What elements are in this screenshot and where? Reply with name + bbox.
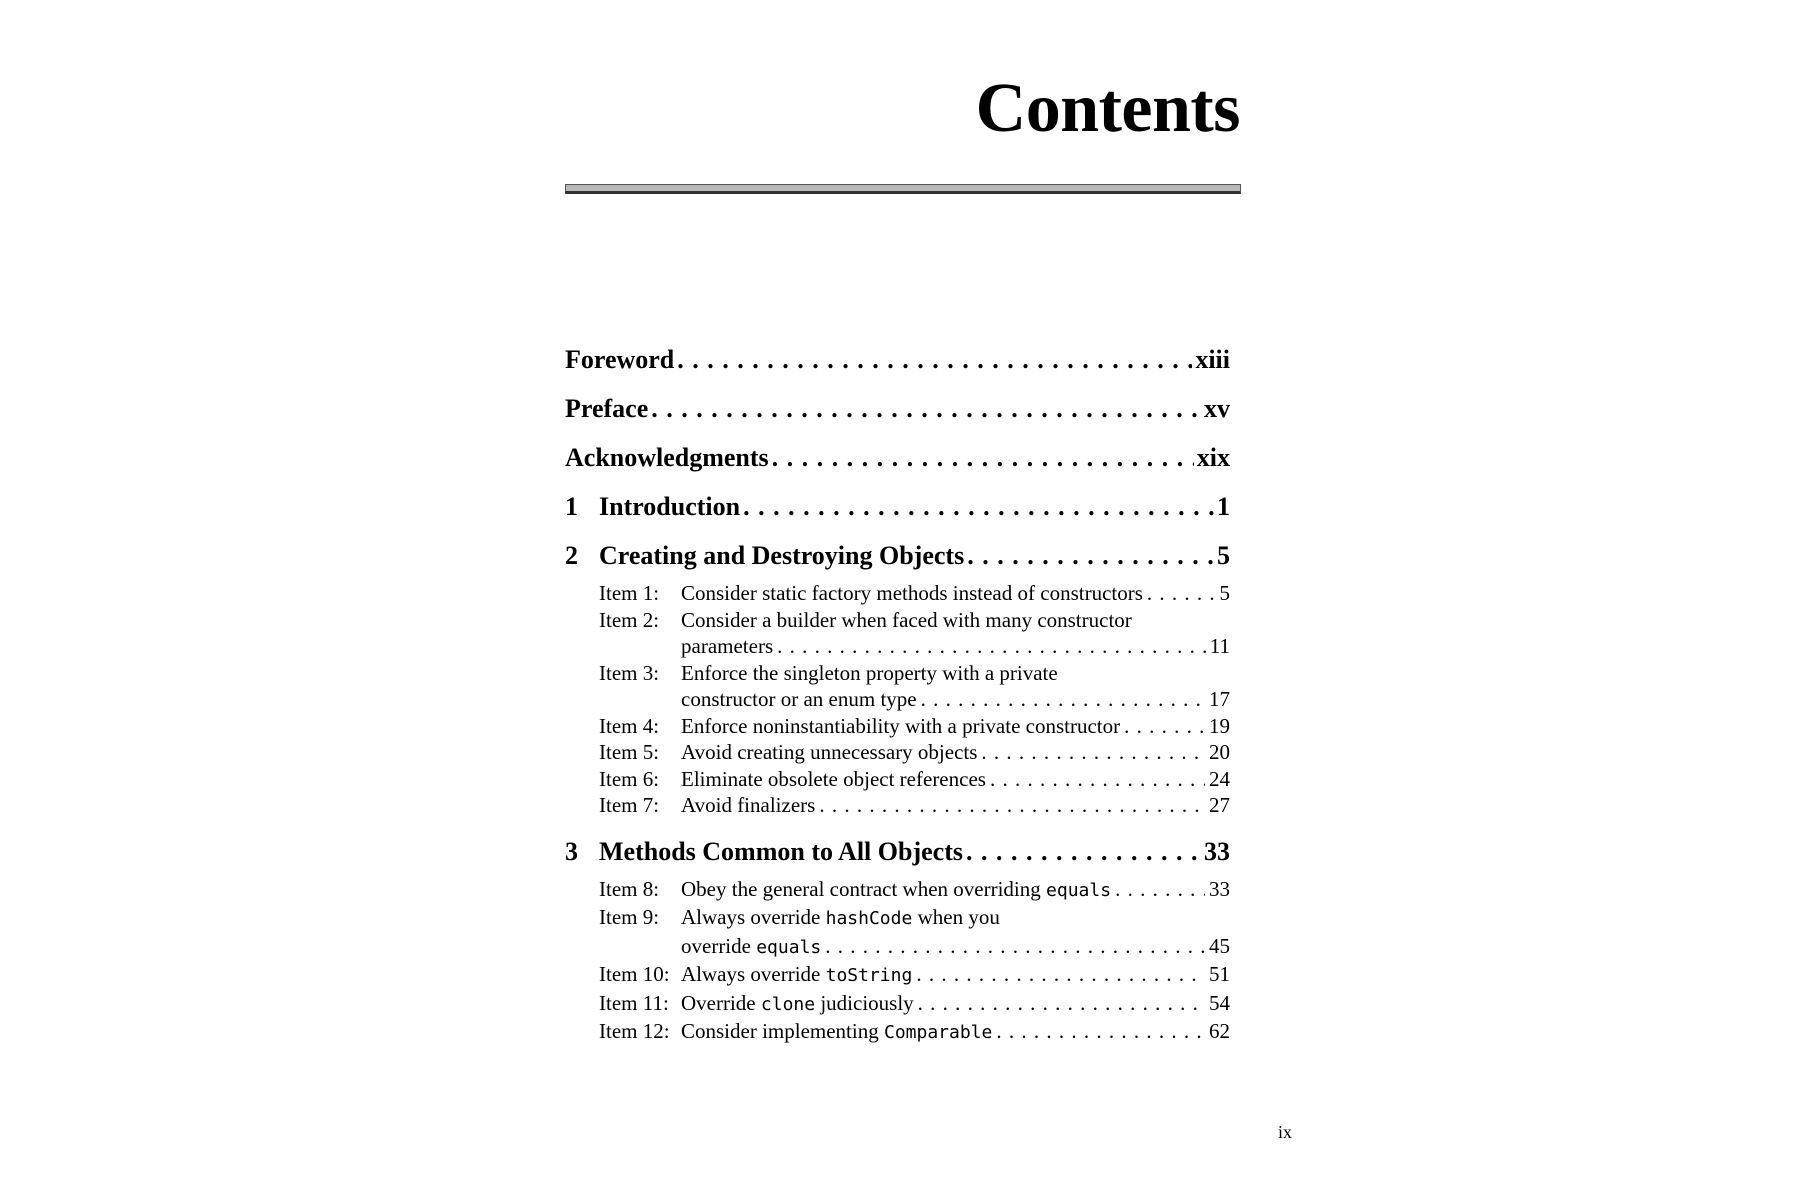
toc-item[interactable] (599, 766, 1230, 793)
item-line (681, 766, 1230, 793)
toc-item[interactable] (599, 904, 1230, 961)
item-line (681, 739, 1230, 766)
item-text-part: Avoid creating unnecessary objects (681, 740, 978, 764)
item-text-part: Enforce noninstantiability with a private constructor (681, 713, 1121, 738)
toc-entry-title: Acknowledgments (565, 443, 769, 472)
toc-item[interactable] (599, 607, 1230, 660)
item-text (681, 607, 1132, 634)
item-page: 17 (1209, 687, 1230, 711)
item-text-part: override (681, 933, 757, 958)
toc-item[interactable] (599, 876, 1230, 905)
page-title: Contents (975, 70, 1240, 147)
item-text-part: Override (681, 990, 761, 1015)
item-body (681, 739, 1230, 766)
item-body (681, 876, 1230, 905)
item-text-part: Avoid finalizers (681, 793, 816, 817)
item-label: Item 5: (599, 740, 660, 764)
toc-item[interactable] (599, 739, 1230, 766)
toc-item[interactable] (599, 713, 1230, 740)
chapter-page: 33 (1204, 836, 1230, 866)
item-line (681, 633, 1230, 660)
item-body (681, 580, 1230, 607)
dot-leader (777, 633, 1206, 660)
item-line (681, 660, 1230, 687)
item-body (681, 660, 1230, 713)
item-line (681, 933, 1230, 962)
item-text (681, 1018, 992, 1047)
item-text (681, 739, 977, 766)
toc-entry-page: xv (1204, 394, 1230, 423)
item-body (681, 990, 1230, 1019)
item-page: 45 (1209, 933, 1230, 958)
dot-leader (651, 394, 1201, 424)
item-text-part: Always override (681, 962, 826, 986)
item-page: 11 (1209, 634, 1230, 658)
item-text (681, 580, 1143, 607)
item-text-part: Consider a builder when faced with many constructor (681, 607, 1132, 632)
code-identifier: Comparable (883, 1022, 993, 1043)
item-text-part: constructor or an enum type (681, 687, 917, 711)
item-page: 62 (1209, 1019, 1230, 1043)
table-of-contents (565, 345, 1230, 1065)
dot-leader (825, 933, 1205, 960)
item-text (681, 633, 773, 660)
item-label: Item 7: (599, 793, 660, 817)
toc-item[interactable] (599, 660, 1230, 713)
code-identifier: hashCode (825, 908, 913, 929)
item-text-part: Enforce the singleton property with a private (681, 660, 1058, 685)
item-text-part: Eliminate obsolete object references (681, 766, 986, 791)
code-identifier: toString (825, 965, 913, 986)
item-line (681, 904, 1230, 933)
item-label: Item 4: (599, 713, 660, 738)
dot-leader (772, 443, 1194, 473)
dot-leader (921, 686, 1205, 713)
item-text (681, 933, 821, 962)
item-page: 19 (1209, 713, 1230, 738)
item-page: 54 (1209, 990, 1230, 1015)
item-text (681, 766, 986, 793)
item-label: Item 11: (599, 990, 669, 1015)
item-label: Item 6: (599, 766, 660, 791)
item-body (681, 607, 1230, 660)
dot-leader (1115, 876, 1205, 903)
item-body (681, 766, 1230, 793)
dot-leader (918, 990, 1205, 1017)
item-body (681, 713, 1230, 740)
dot-leader (916, 961, 1205, 988)
item-label: Item 9: (599, 905, 660, 929)
chapter-page: 5 (1217, 541, 1230, 570)
toc-entry-page: xix (1196, 443, 1230, 472)
item-text (681, 660, 1058, 687)
item-line (681, 990, 1230, 1019)
item-page: 24 (1209, 766, 1230, 791)
item-label: Item 8: (599, 876, 660, 901)
dot-leader (981, 739, 1205, 766)
item-line (681, 686, 1230, 713)
toc-item[interactable] (599, 792, 1230, 819)
item-label: Item 2: (599, 607, 660, 632)
item-text (681, 904, 1000, 933)
code-identifier: equals (1046, 879, 1112, 901)
dot-leader (743, 492, 1214, 522)
item-text-part: Consider implementing (681, 1019, 884, 1043)
toc-entry[interactable] (565, 345, 1230, 394)
toc-entry[interactable] (565, 394, 1230, 443)
toc-item[interactable] (599, 580, 1230, 607)
item-line (681, 876, 1230, 905)
item-line (681, 1018, 1230, 1047)
item-body (681, 792, 1230, 819)
chapter-number: 2 (565, 541, 578, 570)
item-line (681, 961, 1230, 990)
item-text (681, 713, 1120, 740)
chapter-title: Creating and Destroying Objects (599, 541, 965, 570)
chapter-number: 3 (565, 836, 578, 866)
item-text-part: when you (912, 905, 1000, 929)
code-identifier: clone (760, 993, 816, 1015)
item-text (681, 876, 1111, 905)
item-text-part: judiciously (815, 990, 914, 1015)
toc-item[interactable] (599, 961, 1230, 990)
chapter-title: Methods Common to All Objects (599, 836, 963, 866)
item-page: 5 (1219, 581, 1230, 605)
toc-entry-title: Foreword (565, 345, 675, 374)
chapter-page: 1 (1217, 492, 1230, 521)
item-label: Item 3: (599, 660, 660, 685)
item-label: Item 12: (599, 1019, 670, 1043)
dot-leader (677, 345, 1192, 375)
item-line (681, 792, 1230, 819)
toc-item[interactable] (599, 1018, 1230, 1047)
chapter-items (565, 580, 1230, 819)
toc-chapter[interactable] (565, 492, 1230, 541)
dot-leader (990, 766, 1205, 793)
item-label: Item 10: (599, 962, 670, 986)
dot-leader (996, 1018, 1205, 1045)
toc-item[interactable] (599, 990, 1230, 1019)
page-number: ix (1278, 1122, 1293, 1142)
item-body (681, 1018, 1230, 1047)
item-text-part: Always override (681, 905, 826, 929)
item-page: 27 (1209, 793, 1230, 817)
title-rule (565, 184, 1241, 194)
item-text-part: Obey the general contract when overriding (681, 876, 1047, 901)
item-body (681, 904, 1230, 961)
toc-entry-page: xiii (1195, 345, 1230, 374)
chapter-title: Introduction (599, 492, 741, 521)
dot-leader (966, 837, 1201, 867)
chapter-number: 1 (565, 492, 578, 521)
item-line (681, 607, 1230, 634)
item-text (681, 990, 914, 1019)
item-text (681, 961, 912, 990)
item-line (681, 580, 1230, 607)
dot-leader (1124, 713, 1205, 740)
item-body (681, 961, 1230, 990)
item-text (681, 686, 917, 713)
item-label: Item 1: (599, 581, 660, 605)
code-identifier: equals (756, 936, 822, 958)
item-page: 33 (1209, 876, 1230, 901)
toc-entry[interactable] (565, 443, 1230, 492)
item-page: 20 (1209, 740, 1230, 764)
chapter-items (565, 876, 1230, 1047)
item-text (681, 792, 815, 819)
item-line (681, 713, 1230, 740)
toc-entry-title: Preface (565, 394, 649, 423)
dot-leader (967, 541, 1214, 571)
item-text-part: parameters (681, 634, 774, 658)
item-text-part: Consider static factory methods instead of constructors (681, 581, 1143, 605)
dot-leader (1147, 580, 1216, 607)
item-page: 51 (1209, 962, 1230, 986)
dot-leader (819, 792, 1205, 819)
